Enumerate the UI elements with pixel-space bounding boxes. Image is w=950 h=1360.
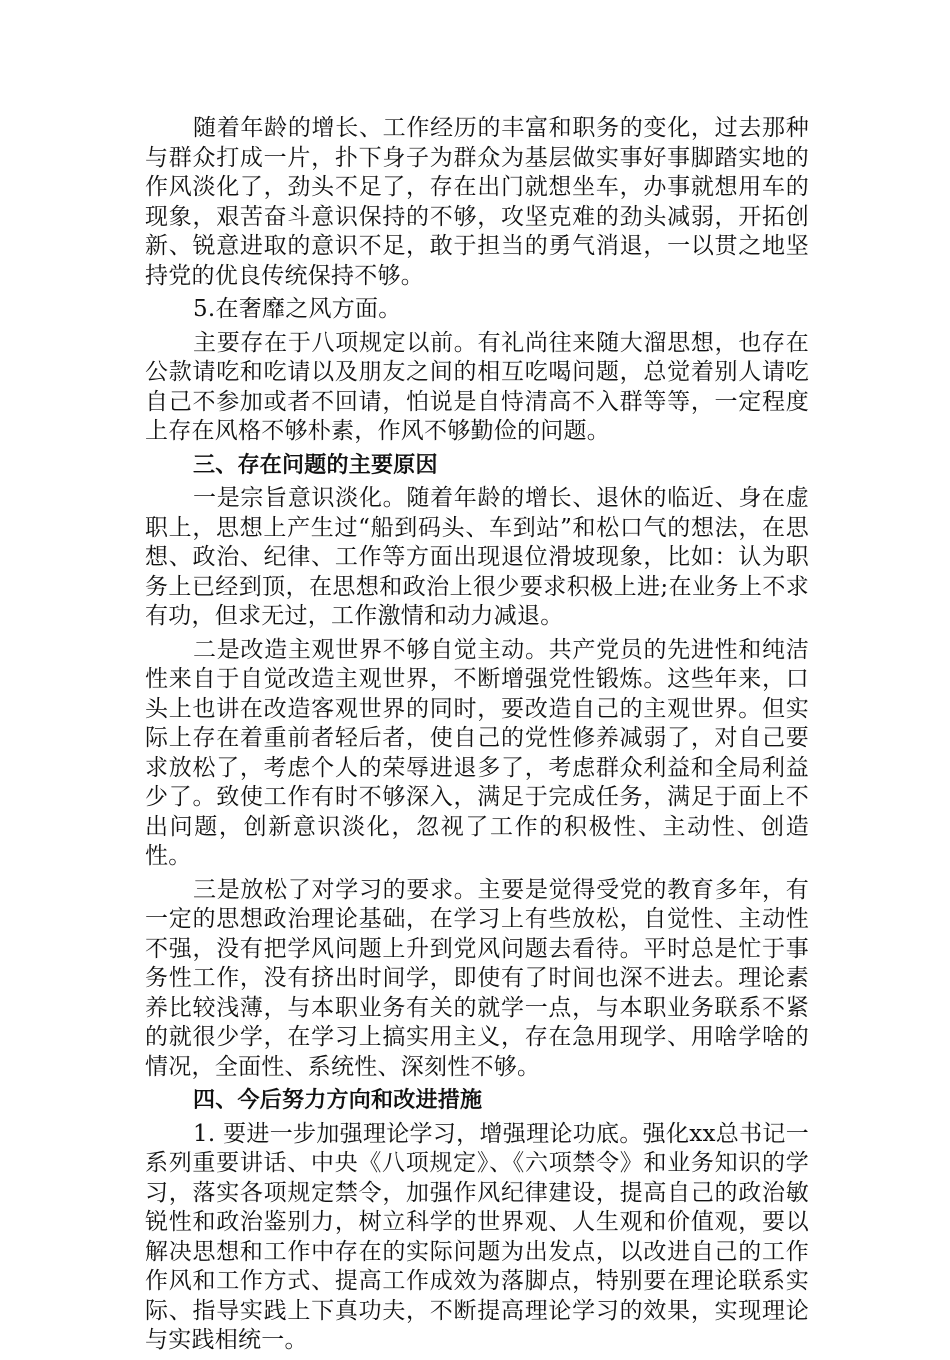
paragraph-improvement-theory: 1. 要进一步加强理论学习，增强理论功底。强化xx总书记一系列重要讲话、中央《八项规定》、《六项禁令》和业务知识的学习，落实各项规定禁令，加强作风纪律建设，提高自己的政治敏锐性和政治鉴别力，树立科学的世界观、人生观和价值观，要以解决思想和工作中存在的实际问题为出发点，以改进自己的工作作风和工作方式、提高工作成效为落脚点，特别要在理论联系实际、指导实践上下真功夫，不断提高理论学习的效果，实现理论与实践相统一。 (145, 1120, 809, 1353)
section-heading-improvements: 四、今后努力方向和改进措施 (193, 1088, 483, 1113)
item-extravagance-heading: 5.在奢靡之风方面。 (193, 296, 402, 322)
paragraph-cause-purpose: 一是宗旨意识淡化。随着年龄的增长、退休的临近、身在虚职上，思想上产生过“船到码头、车到站”和松口气的想法，在思想、政治、纪律、工作等方面出现退位滑坡现象，比如：认为职务上已经到顶，在思想和政治上很少要求积极上进;在业务上不求有功，但求无过，工作激情和动力减退。 (145, 485, 809, 629)
paragraph-extravagance: 主要存在于八项规定以前。有礼尚往来随大溜思想，也存在公款请吃和吃请以及朋友之间的相互吃喝问题，总觉着别人请吃自己不参加或者不回请，怕说是自恃清高不入群等等，一定程度上存在风格不够朴素，作风不够勤俭的问题。 (145, 329, 809, 444)
section-heading-causes: 三、存在问题的主要原因 (193, 452, 438, 478)
paragraph-work-style: 随着年龄的增长、工作经历的丰富和职务的变化，过去那种与群众打成一片，扑下身子为群众为基层做实事好事脚踏实地的作风淡化了，劲头不足了，存在出门就想坐车，办事就想用车的现象，艰苦奋斗意识保持的不够，攻坚克难的劲头减弱，开拓创新、锐意进取的意识不足，敢于担当的勇气消退，一以贯之地坚持党的优良传统保持不够。 (145, 115, 809, 289)
paragraph-cause-learning: 三是放松了对学习的要求。主要是觉得受党的教育多年，有一定的思想政治理论基础，在学习上有些放松，自觉性、主动性不强，没有把学风问题上升到党风问题去看待。平时总是忙于事务性工作，没有挤出时间学，即使有了时间也深不进去。理论素养比较浅薄，与本职业务有关的就学一点，与本职业务联系不紧的就很少学，在学习上搞实用主义，存在急用现学、用啥学啥的情况，全面性、系统性、深刻性不够。 (145, 876, 809, 1080)
paragraph-cause-subjective-world: 二是改造主观世界不够自觉主动。共产党员的先进性和纯洁性来自于自觉改造主观世界，不断增强党性锻炼。这些年来，口头上也讲在改造客观世界的同时，要改造自己的主观世界。但实际上存在着重前者轻后者，使自己的党性修养减弱了，对自己要求放松了，考虑个人的荣辱进退多了，考虑群众利益和全局利益少了。致使工作有时不够深入，满足于完成任务，满足于面上不出问题，创新意识淡化，忽视了工作的积极性、主动性、创造性。 (145, 636, 809, 869)
document-body (145, 114, 809, 1360)
